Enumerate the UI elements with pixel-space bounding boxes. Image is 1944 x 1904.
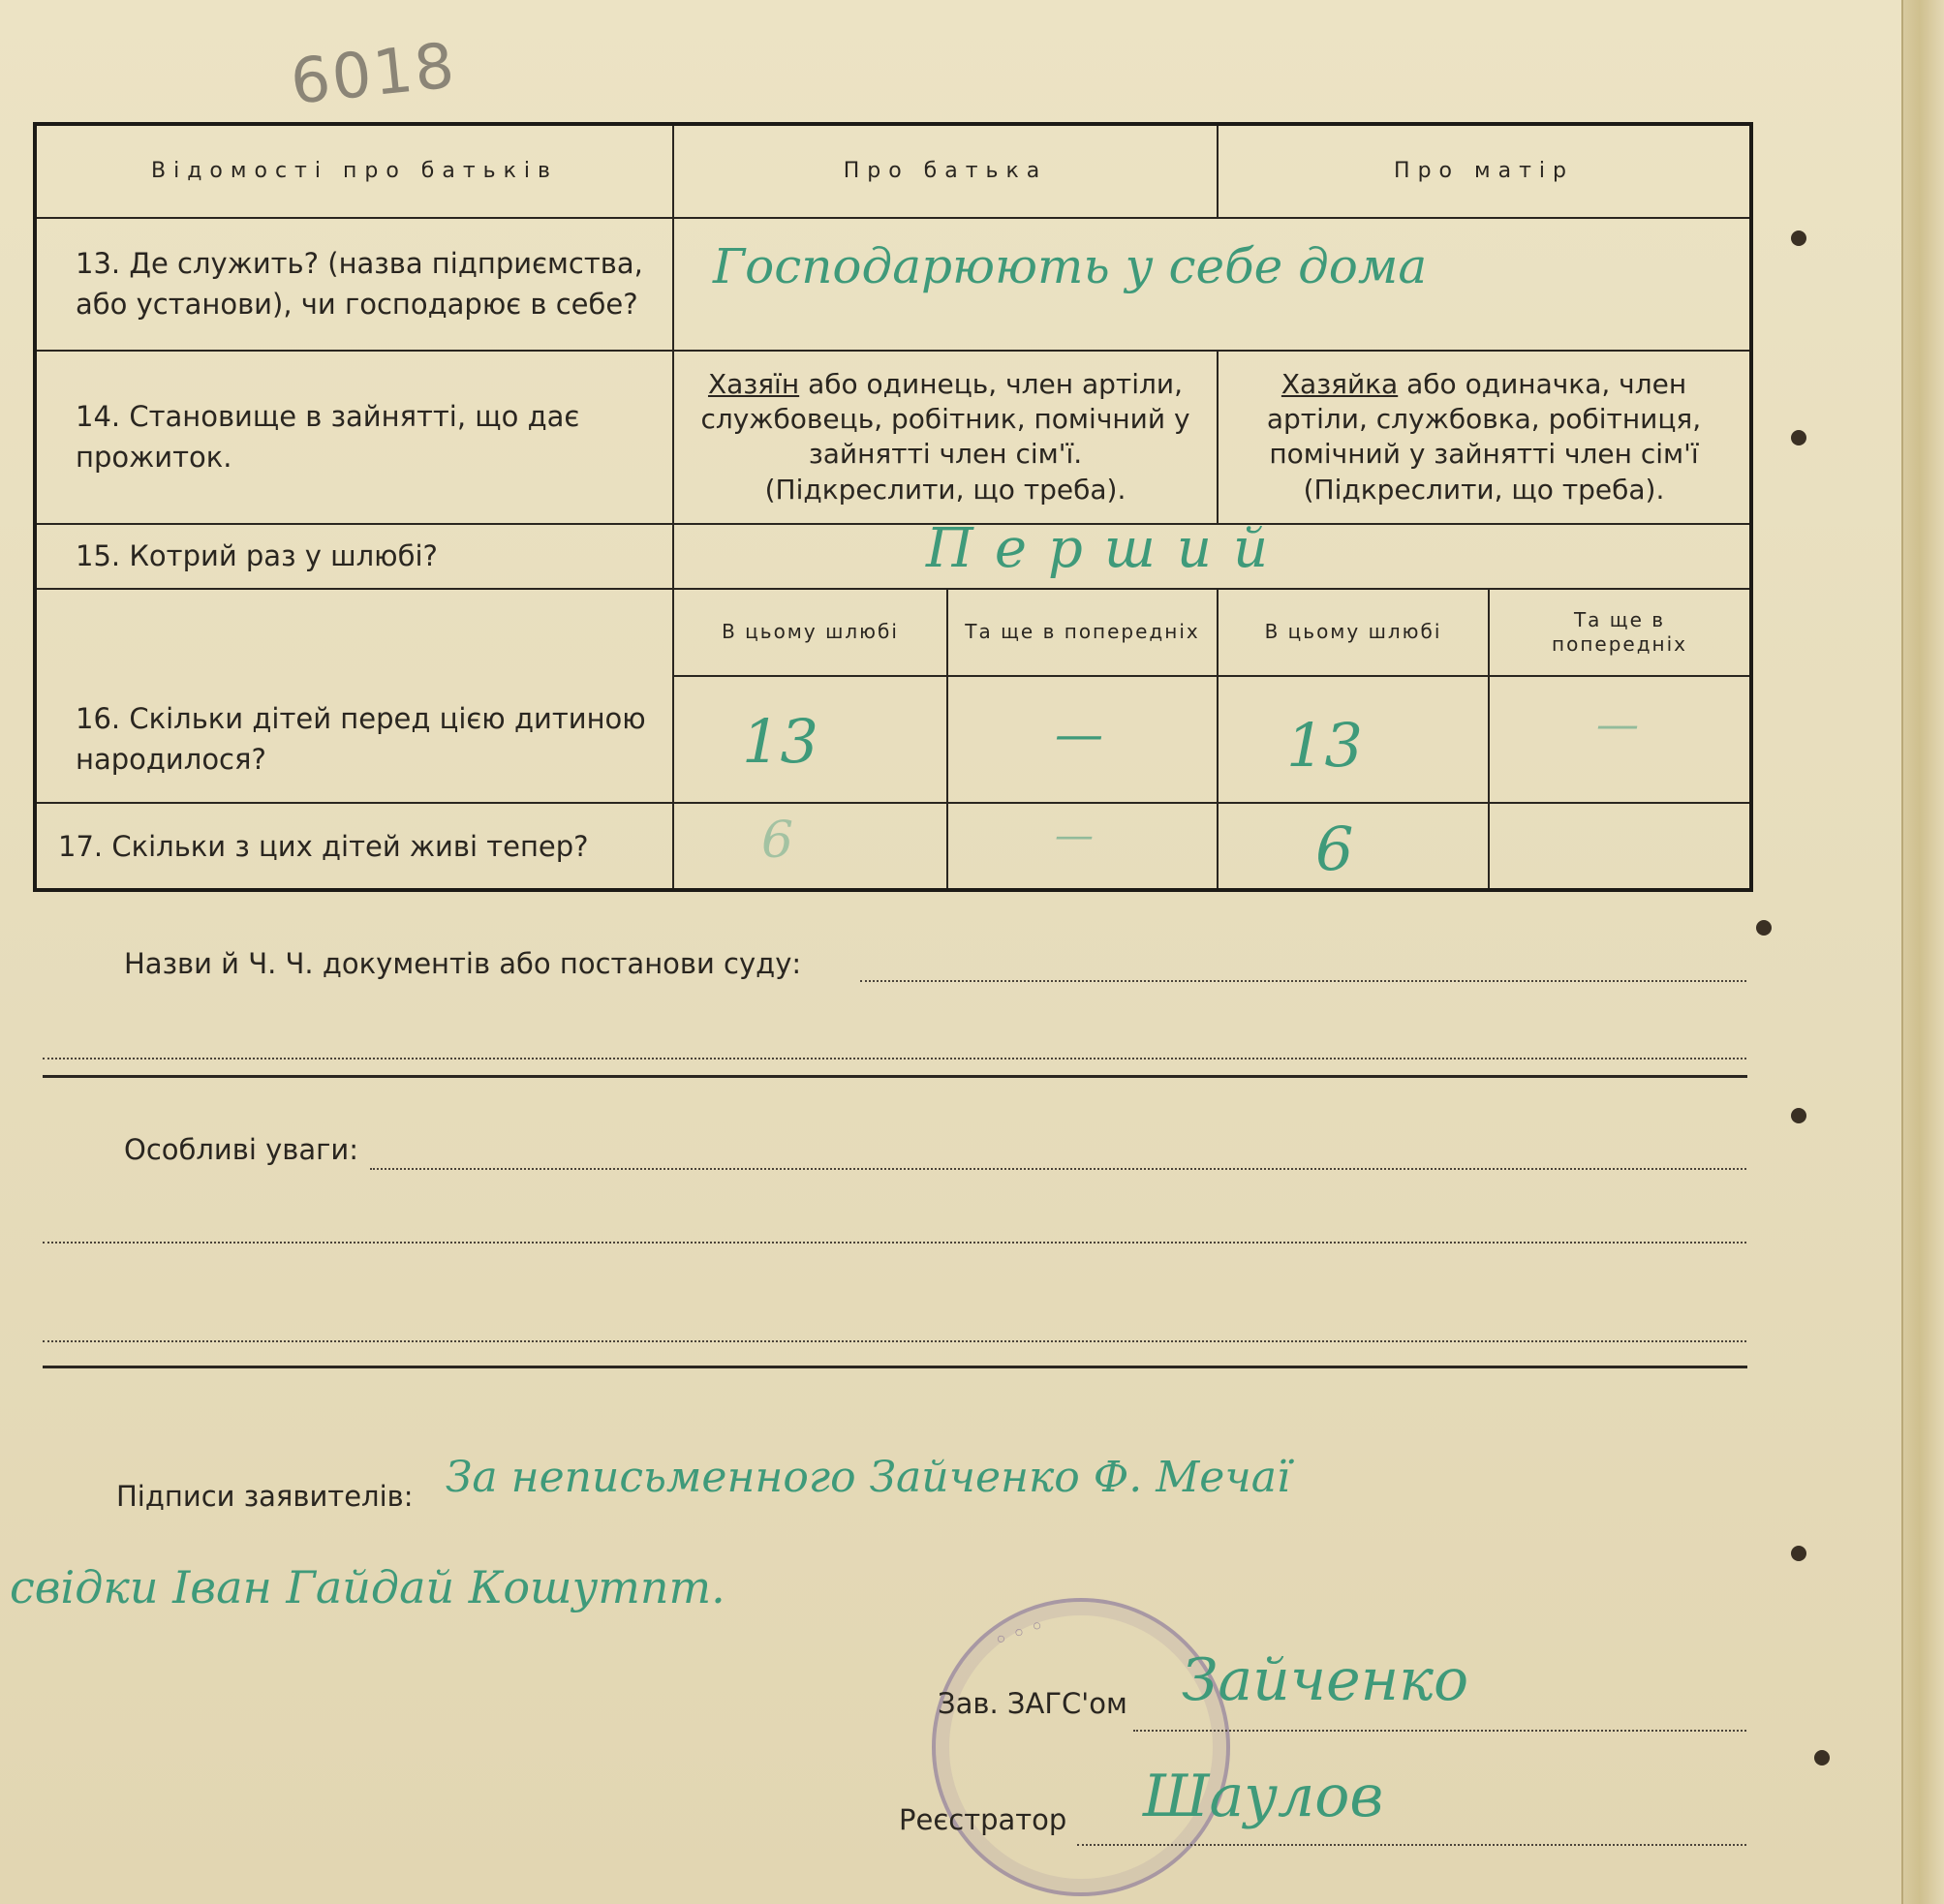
signatures-label: Підписи заявителів: bbox=[116, 1480, 414, 1513]
q14-label: 14. Становище в зайнятті, що дає прожиток. bbox=[35, 351, 673, 524]
binding-hole-1 bbox=[1791, 230, 1806, 246]
q14-father-options bbox=[673, 351, 1218, 524]
q14-mother-text: або одиначка, член артіли, службовка, робітниця, помічний у зайнятті член сім'ї bbox=[1266, 367, 1702, 471]
q14-father-text: або одинець, член артіли, службовець, робітник, помічний у зайнятті член сім'ї. bbox=[700, 367, 1190, 471]
q14-mother-note: (Підкреслити, що треба). bbox=[1303, 473, 1665, 506]
q16-value-3: 13 bbox=[1218, 676, 1489, 803]
book-binding-edge bbox=[1901, 0, 1944, 1904]
q16-mother-this-marriage: В цьому шлюбі bbox=[1218, 589, 1489, 677]
zags-label: Зав. ЗАГС'ом bbox=[938, 1687, 1127, 1720]
q16-value-1: 13 bbox=[673, 676, 947, 803]
binding-hole-5 bbox=[1791, 1546, 1806, 1561]
signature-line-1: За неписьменного Зайченко Ф. Мечаї bbox=[446, 1453, 1291, 1502]
zags-signature-line bbox=[1133, 1730, 1746, 1732]
q14-mother-options bbox=[1218, 351, 1751, 524]
q16-mother-previous: Та ще в попередніх bbox=[1489, 589, 1751, 677]
q15-answer-cell bbox=[673, 517, 1751, 589]
header-father: Про батька bbox=[673, 124, 1218, 218]
q16-father-previous: Та ще в попередніх bbox=[947, 589, 1218, 677]
official-stamp bbox=[932, 1598, 1230, 1896]
documents-line-1 bbox=[860, 980, 1746, 982]
registrar-label: Реєстратор bbox=[899, 1803, 1067, 1836]
q16-father-this-marriage: В цьому шлюбі bbox=[673, 589, 947, 677]
registrar-signature-line bbox=[1077, 1844, 1746, 1846]
header-mother: Про матір bbox=[1218, 124, 1751, 218]
q15-answer: Перший bbox=[926, 517, 1290, 581]
binding-hole-4 bbox=[1791, 1108, 1806, 1123]
remarks-line-2 bbox=[43, 1242, 1746, 1244]
q14-father-underlined: Хазяїн bbox=[707, 367, 800, 400]
binding-hole-2 bbox=[1791, 430, 1806, 445]
q16-label: 16. Скільки дітей перед цією дитиною народилося? bbox=[35, 589, 673, 804]
q17-value-2: — bbox=[947, 803, 1218, 890]
q17-value-3: 6 bbox=[1218, 803, 1489, 890]
q16-value-2: — bbox=[947, 676, 1218, 803]
divider-rule-1 bbox=[43, 1075, 1747, 1078]
remarks-line-3 bbox=[43, 1340, 1746, 1342]
stamp-text: ◦ ◦ ◦ bbox=[991, 1612, 1047, 1653]
q13-answer: Господарюють у себе дома bbox=[713, 237, 1428, 294]
q17-label: 17. Скільки з цих дітей живі тепер? bbox=[35, 803, 673, 890]
binding-hole-3 bbox=[1756, 920, 1772, 936]
q14-mother-underlined: Хазяйка bbox=[1281, 367, 1399, 400]
divider-rule-2 bbox=[43, 1366, 1747, 1368]
signature-line-2: свідки Іван Гайдай Кошутпт. bbox=[10, 1561, 725, 1613]
remarks-label: Особливі уваги: bbox=[124, 1133, 359, 1166]
parents-info-table bbox=[33, 122, 1753, 892]
zags-signature: Зайченко bbox=[1182, 1646, 1469, 1714]
q13-label: 13. Де служить? (назва підприємства, або установи), чи господарює в себе? bbox=[35, 218, 673, 351]
q15-label: 15. Котрий раз у шлюбі? bbox=[35, 524, 673, 589]
registrar-signature: Шаулов bbox=[1143, 1763, 1384, 1830]
q14-father-note: (Підкреслити, що треба). bbox=[764, 473, 1126, 506]
q16-value-4: — bbox=[1489, 676, 1751, 803]
binding-hole-6 bbox=[1814, 1750, 1830, 1766]
archive-number: 6018 bbox=[287, 30, 460, 119]
q17-value-1: 6 bbox=[673, 803, 947, 890]
documents-label: Назви й Ч. Ч. документів або постанови суду: bbox=[124, 947, 802, 980]
q17-value-4 bbox=[1489, 803, 1751, 890]
documents-line-2 bbox=[43, 1058, 1746, 1059]
remarks-line-1 bbox=[370, 1168, 1746, 1170]
q13-answer-cell bbox=[673, 218, 1751, 351]
header-parents-info: Відомості про батьків bbox=[35, 124, 673, 218]
